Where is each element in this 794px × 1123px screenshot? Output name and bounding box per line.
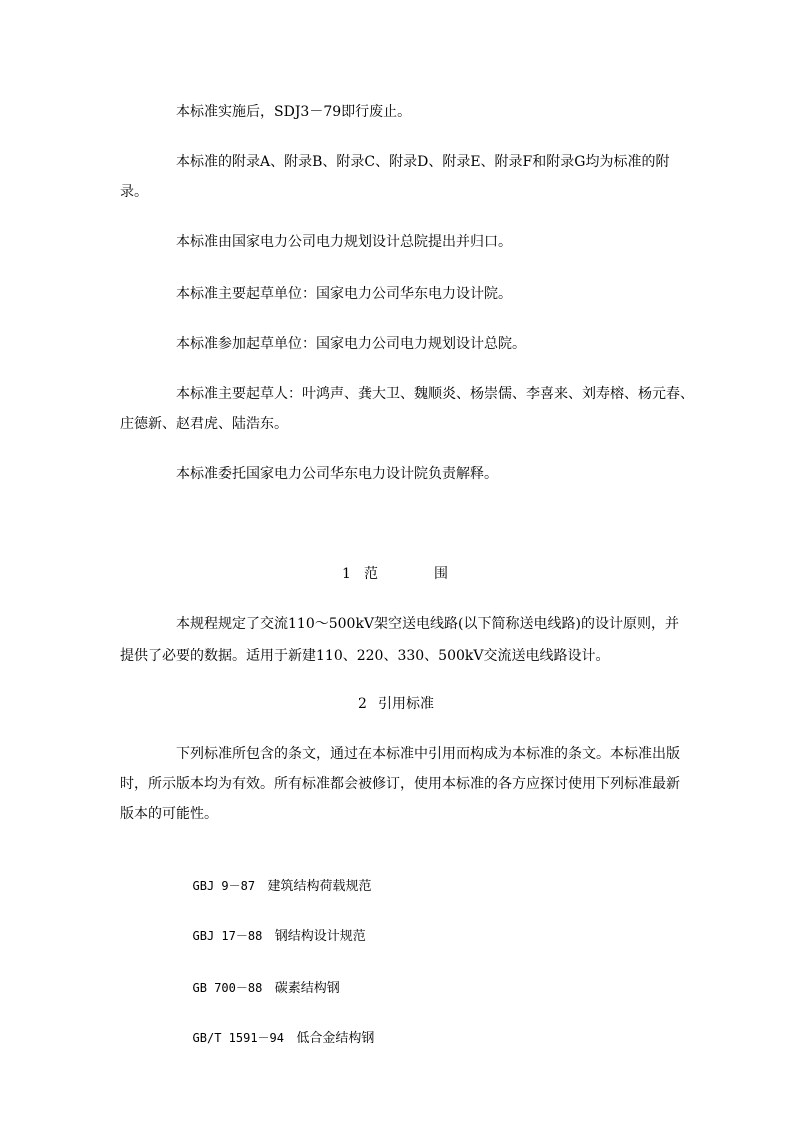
reference-item [176, 1008, 374, 1069]
paragraph-drafters-line-2: 庄德新、赵君虎、陆浩东。 [120, 416, 288, 432]
reference-name: 低合金结构钢 [296, 1031, 375, 1046]
section-1-title-part-2: 围 [434, 566, 448, 582]
paragraph-participating-unit: 本标准参加起草单位：国家电力公司电力规划设计总院。 [176, 336, 526, 352]
paragraph-drafters-line-1: 本标准主要起草人：叶鸿声、龚大卫、魏顺炎、杨崇儒、李喜来、刘寿榕、杨元春、 [176, 386, 694, 402]
reference-code: GB/T 1591－94 [192, 1031, 285, 1045]
reference-code: GBJ 17－88 [192, 929, 263, 943]
section-1-number: 1 [342, 566, 351, 582]
paragraph-interpretation: 本标准委托国家电力公司华东电力设计院负责解释。 [176, 466, 498, 482]
reference-code: GB 700－88 [192, 981, 263, 995]
section-2-title: 引用标准 [378, 696, 434, 712]
paragraph-proposer: 本标准由国家电力公司电力规划设计总院提出并归口。 [176, 234, 512, 250]
paragraph-appendix-line-2: 录。 [120, 184, 148, 200]
paragraph-appendix-line-1: 本标准的附录A、附录B、附录C、附录D、附录E、附录F和附录G均为标准的附 [176, 154, 670, 170]
section-2-number: 2 [358, 696, 367, 712]
paragraph-abolish-notice: 本标准实施后，SDJ3－79即行废止。 [176, 104, 412, 120]
section-1-body-line-1: 本规程规定了交流110～500kV架空送电线路(以下简称送电线路)的设计原则，并 [176, 616, 679, 632]
section-1-body-line-2: 提供了必要的数据。适用于新建110、220、330、500kV交流送电线路设计。 [120, 648, 610, 664]
section-2-body-line-3: 版本的可能性。 [120, 806, 218, 822]
section-1-title-part-1: 范 [364, 566, 378, 582]
reference-name: 建筑结构荷载规范 [267, 879, 372, 894]
section-2-body-line-2: 时，所示版本均为有效。所有标准都会被修订，使用本标准的各方应探讨使用下列标准最新 [120, 776, 680, 792]
reference-name: 钢结构设计规范 [274, 929, 366, 944]
paragraph-main-drafter-unit: 本标准主要起草单位：国家电力公司华东电力设计院。 [176, 286, 512, 302]
reference-code: GBJ 9－87 [192, 879, 256, 893]
section-2-body-line-1: 下列标准所包含的条文，通过在本标准中引用而构成为本标准的条文。本标准出版 [176, 746, 680, 762]
reference-name: 碳素结构钢 [274, 981, 340, 996]
